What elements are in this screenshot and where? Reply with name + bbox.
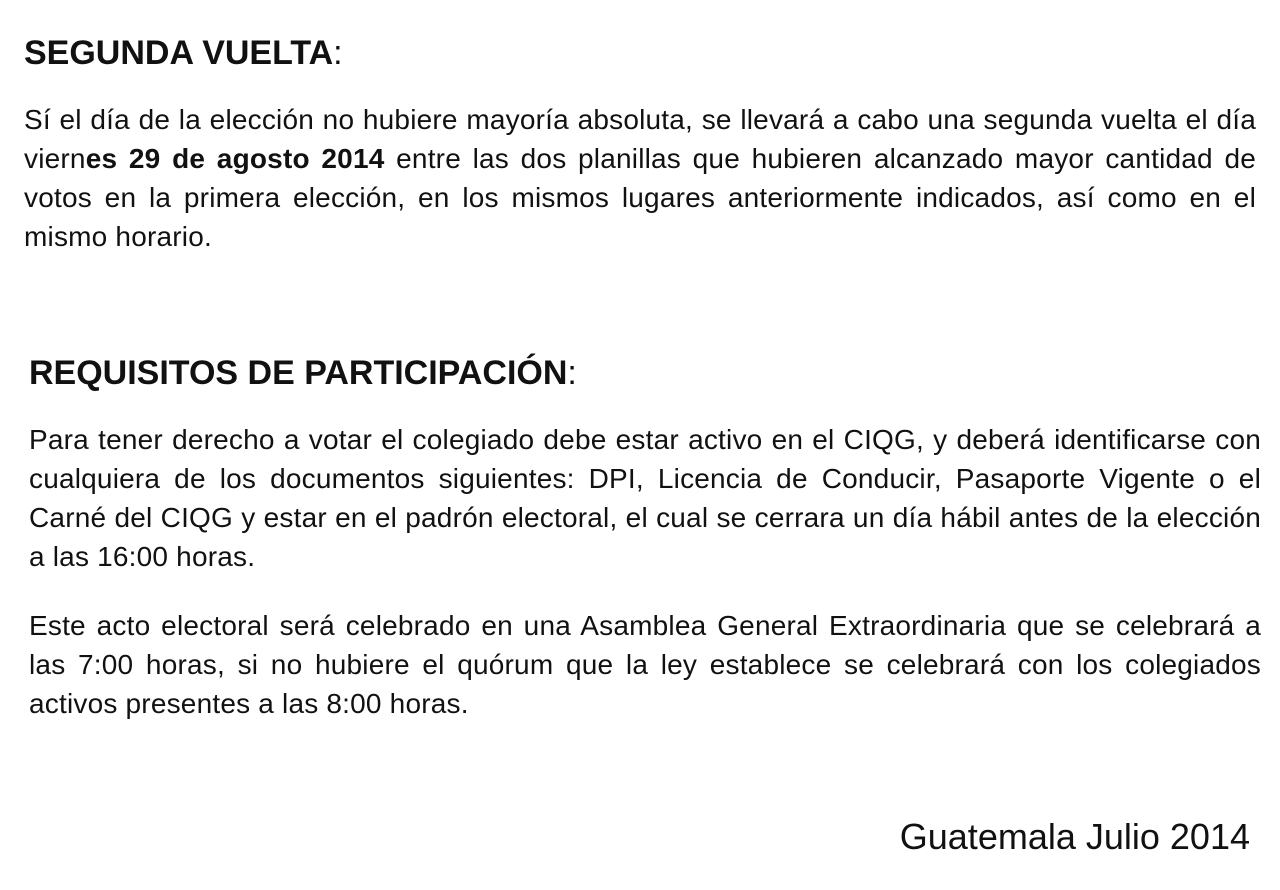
section-segunda-vuelta [24, 30, 1256, 256]
heading-segunda-vuelta-colon: : [333, 34, 343, 72]
heading-segunda-vuelta-text: SEGUNDA VUELTA [24, 34, 334, 72]
heading-segunda-vuelta [24, 30, 1256, 76]
heading-requisitos-text: REQUISITOS DE PARTICIPACIÓN [29, 354, 568, 392]
heading-requisitos [29, 350, 1261, 396]
footer-place-date: Guatemala Julio 2014 [899, 816, 1250, 857]
paragraph-segunda-vuelta-date: es 29 de agosto 2014 [85, 143, 385, 174]
paragraph-segunda-vuelta-start: Sí el día de la elección no hubiere mayoría absoluta, se llevará a cabo una segunda vuelta el día viern [24, 104, 1256, 174]
paragraph-segunda-vuelta-end: entre las dos planillas que hubieren alcanzado mayor cantidad de votos en la primera elección, en los mismos lugares anteriormente indicados, así como en el mismo horario. [24, 143, 1257, 252]
heading-requisitos-colon: : [567, 354, 577, 392]
paragraph-requisitos-voto: Para tener derecho a votar el colegiado debe estar activo en el CIQG, y deberá identificarse con cualquiera de los documentos siguientes: DPI, Licencia de Conducir, Pasaporte Vigente o el Carné del CIQG y estar en el padrón electoral, el cual se cerrara un día hábil antes de la elección a las 16:00 horas. [29, 424, 1261, 572]
section-requisitos [29, 350, 1261, 723]
paragraph-acto-electoral: Este acto electoral será celebrado en una Asamblea General Extraordinaria que se celebrará a las 7:00 horas, si no hubiere el quórum que la ley establece se celebrará con los colegiados activos presentes a las 8:00 horas. [29, 610, 1261, 719]
paragraph-segunda-vuelta [24, 100, 1256, 256]
